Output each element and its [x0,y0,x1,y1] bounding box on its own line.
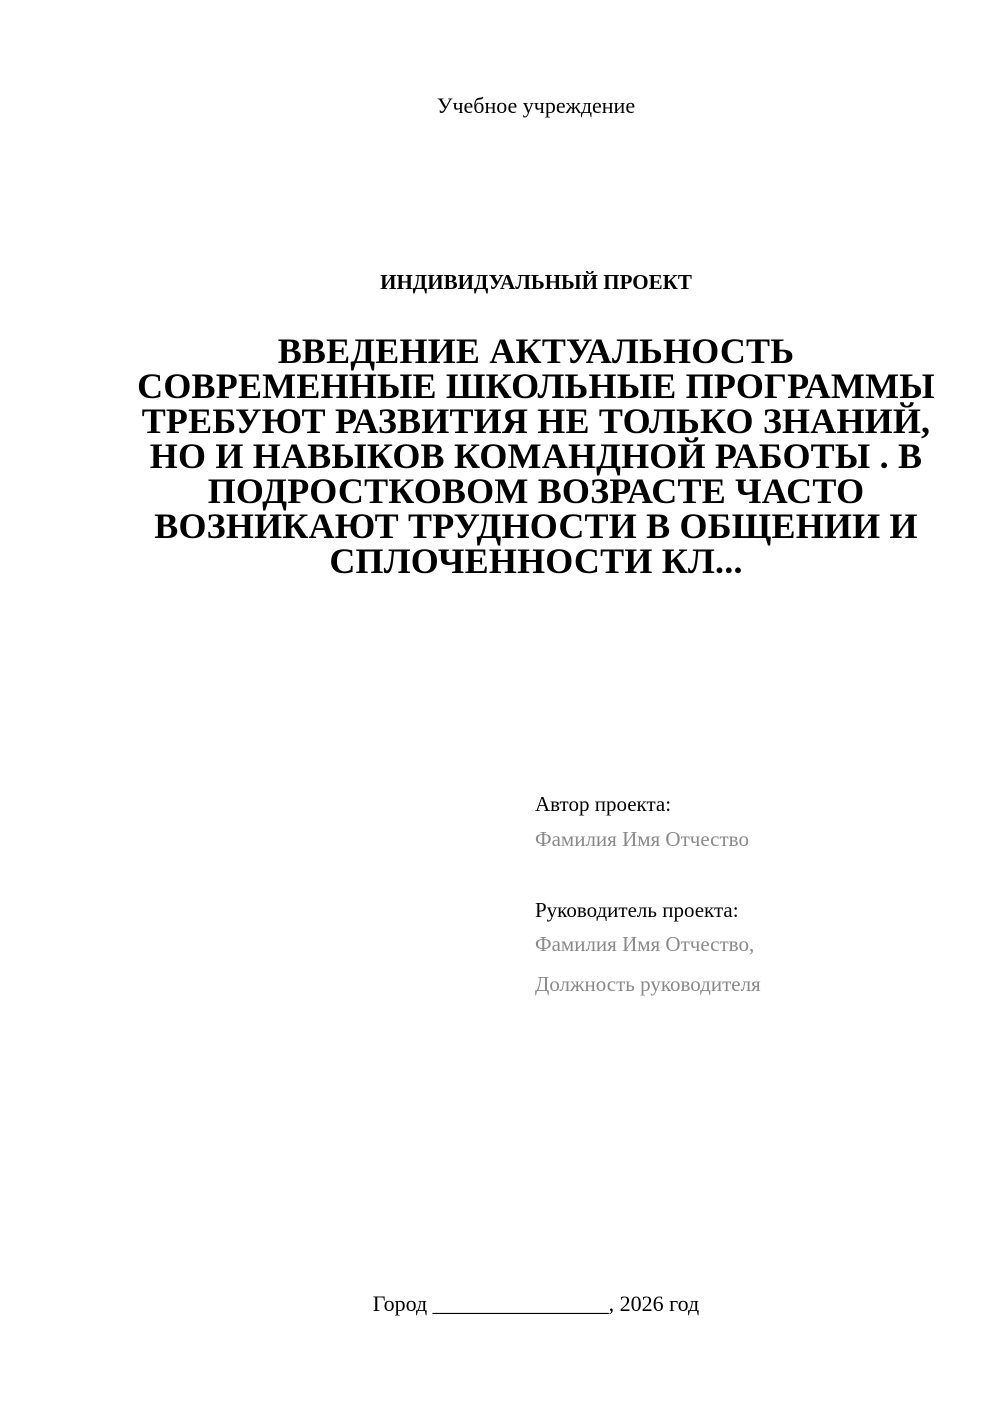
supervisor-block [535,896,975,1004]
project-title: ВВЕДЕНИЕ АКТУАЛЬНОСТЬ СОВРЕМЕННЫЕ ШКОЛЬНЫЕ ПРОГРАММЫ ТРЕБУЮТ РАЗВИТИЯ НЕ ТОЛЬКО ЗНАНИЙ, НО И НАВЫКОВ КОМАНДНОЙ РАБОТЫ . В ПОДРОСТКОВОМ ВОЗРАСТЕ ЧАСТО ВОЗНИКАЮТ ТРУДНОСТИ В ОБЩЕНИИ И СПЛОЧЕННОСТИ КЛ... [137,331,935,581]
author-name: Фамилия Имя Отчество [535,827,749,851]
project-type: ИНДИВИДУАЛЬНЫЙ ПРОЕКТ [380,270,692,294]
city-year-footer: Город ________________, 2026 год [372,1291,700,1316]
supervisor-position: Должность руководителя [535,972,761,996]
supervisor-label: Руководитель проекта: [535,898,739,922]
supervisor-name: Фамилия Имя Отчество, [535,932,755,956]
author-label: Автор проекта: [535,792,672,816]
author-block [535,790,975,860]
institution-name: Учебное учреждение [436,93,636,118]
